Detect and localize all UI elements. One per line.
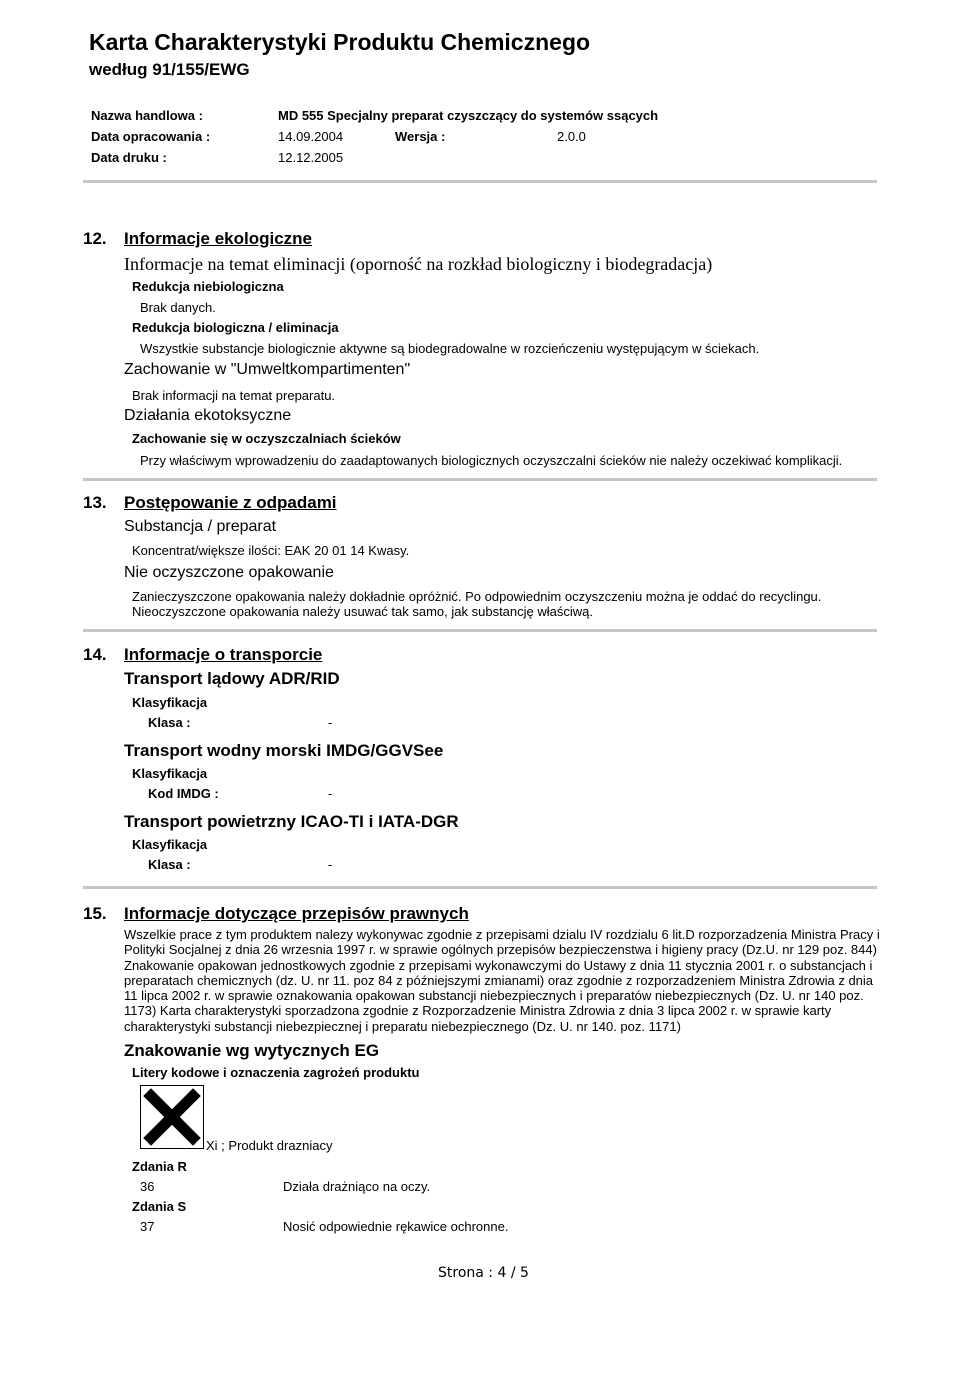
prep-date-label: Data opracowania :: [91, 129, 211, 144]
print-date-value: 12.12.2005: [278, 150, 344, 165]
section-12-number: 12.: [83, 229, 107, 248]
r-phrase-text: Działa drażniąco na oczy.: [283, 1179, 431, 1194]
section-14-divider: [83, 886, 877, 889]
trade-name-value: MD 555 Specjalny preparat czyszczący do systemów ssących: [278, 108, 659, 123]
marking-heading: Znakowanie wg wytycznych EG: [124, 1041, 380, 1060]
section-15-title: Informacje dotyczące przepisów prawnych: [124, 904, 469, 923]
packaging-heading: Nie oczyszczone opakowanie: [124, 564, 334, 581]
hazard-codes-label: Litery kodowe i oznaczenia zagrożeń produktu: [132, 1065, 420, 1080]
umwelt-text: Brak informacji na temat preparatu.: [132, 388, 336, 403]
umwelt-heading: Zachowanie w "Umweltkompartimenten": [124, 361, 411, 378]
air-transport-heading: Transport powietrzny ICAO-TI i IATA-DGR: [124, 812, 459, 831]
section-13-divider: [83, 629, 877, 632]
substance-heading: Substancja / preparat: [124, 518, 277, 535]
document-subtitle: według 91/155/EWG: [89, 60, 250, 79]
page-number: Strona : 4 / 5: [438, 1265, 529, 1281]
document-title: Karta Charakterystyki Produktu Chemicznego: [89, 29, 591, 55]
sea-transport-heading: Transport wodny morski IMDG/GGVSee: [124, 741, 444, 760]
section-12-title: Informacje ekologiczne: [124, 229, 312, 248]
packaging-text-2: Nieoczyszczone opakowania należy usuwać tak samo, jak substancję właściwą.: [132, 604, 593, 619]
legal-basis-text: Wszelkie prace z tym produktem nalezy wykonywac zgodnie z przepisami dzialu IV rozdzialu 6 lit.D rozporzadzenia Ministra Pracy i Polityki Socjalnej z dnia 26 wrzesnia 1997 r. w sprawie ogólnych przepisów bezpieczenstwa i higieny pracy (Dz.U. nr 129 poz. 844) Znakowanie opakowan jednostkowych zgodnie z przepisami wykonawczymi do Ustawy z dnia 11 stycznia 2001 r. o substancjach i preparatach chemicznych (dz. U. nr 11. poz 84 z późniejszymi zmianami) oraz zgodnie z rozporzadzeniem Ministra Zdrowia z dnia 11 lipca 2002 r. w sprawie oznakowania opakowan substancji niebezpiecznych i preparatów niebezpiecznych (Dz. U. nr 140 poz. 1173) Karta charakterystyki sporzadzona zgodnie z Rozporzadzenie Ministra Zdrowia z dnia 3 lipca 2002 r. w sprawie karty charakterystyki substancji niebezpiecznej i preparatu niebezpiecznego (Dz. U. nr 140. poz. 1171): [124, 927, 880, 1034]
print-date-label: Data druku :: [91, 150, 167, 165]
sea-classification-label: Klasyfikacja: [132, 766, 208, 781]
section-13-title: Postępowanie z odpadami: [124, 493, 337, 512]
version-value: 2.0.0: [557, 129, 586, 144]
elimination-heading: Informacje na temat eliminacji (oporność na rozkład biologiczny i biodegradacja): [124, 254, 713, 274]
ecotox-heading: Działania ekotoksyczne: [124, 407, 292, 424]
air-class-label: Klasa :: [148, 857, 191, 872]
land-class-label: Klasa :: [148, 715, 191, 730]
s-phrases-label: Zdania S: [132, 1199, 187, 1214]
header-divider: [83, 180, 877, 183]
trade-name-label: Nazwa handlowa :: [91, 108, 203, 123]
bio-reduction-text: Wszystkie substancje biologicznie aktywne są biodegradowalne w rozcieńczeniu występującym w ściekach.: [140, 341, 760, 356]
section-13-number: 13.: [83, 493, 107, 512]
r-phrases-label: Zdania R: [132, 1159, 187, 1174]
harmful-cross-icon: [140, 1085, 204, 1149]
air-classification-label: Klasyfikacja: [132, 837, 208, 852]
hazard-caption: Xi ; Produkt drazniacy: [206, 1138, 333, 1153]
sewage-text: Przy właściwym wprowadzeniu do zaadaptowanych biologicznych oczyszczalni ścieków nie należy oczekiwać komplikacji.: [140, 453, 843, 468]
sewage-label: Zachowanie się w oczyszczalniach ścieków: [132, 431, 401, 446]
nonbio-reduction-text: Brak danych.: [140, 300, 216, 315]
air-class-value: -: [328, 857, 333, 872]
land-transport-heading: Transport lądowy ADR/RID: [124, 669, 340, 688]
bio-reduction-label: Redukcja biologiczna / eliminacja: [132, 320, 339, 335]
prep-date-value: 14.09.2004: [278, 129, 344, 144]
imdg-code-label: Kod IMDG :: [148, 786, 219, 801]
s-phrase-text: Nosić odpowiednie rękawice ochronne.: [283, 1219, 509, 1234]
section-15-number: 15.: [83, 904, 107, 923]
imdg-code-value: -: [328, 786, 333, 801]
substance-text: Koncentrat/większe ilości: EAK 20 01 14 Kwasy.: [132, 543, 410, 558]
r-phrase-code: 36: [140, 1179, 155, 1194]
version-label: Wersja :: [395, 129, 446, 144]
section-12-divider: [83, 478, 877, 481]
section-14-title: Informacje o transporcie: [124, 645, 323, 664]
packaging-text-1: Zanieczyszczone opakowania należy dokładnie opróżnić. Po odpowiednim oczyszczeniu można je oddać do recyclingu.: [132, 589, 822, 604]
s-phrase-code: 37: [140, 1219, 155, 1234]
section-14-number: 14.: [83, 645, 107, 664]
nonbio-reduction-label: Redukcja niebiologiczna: [132, 279, 284, 294]
land-classification-label: Klasyfikacja: [132, 695, 208, 710]
land-class-value: -: [328, 715, 333, 730]
